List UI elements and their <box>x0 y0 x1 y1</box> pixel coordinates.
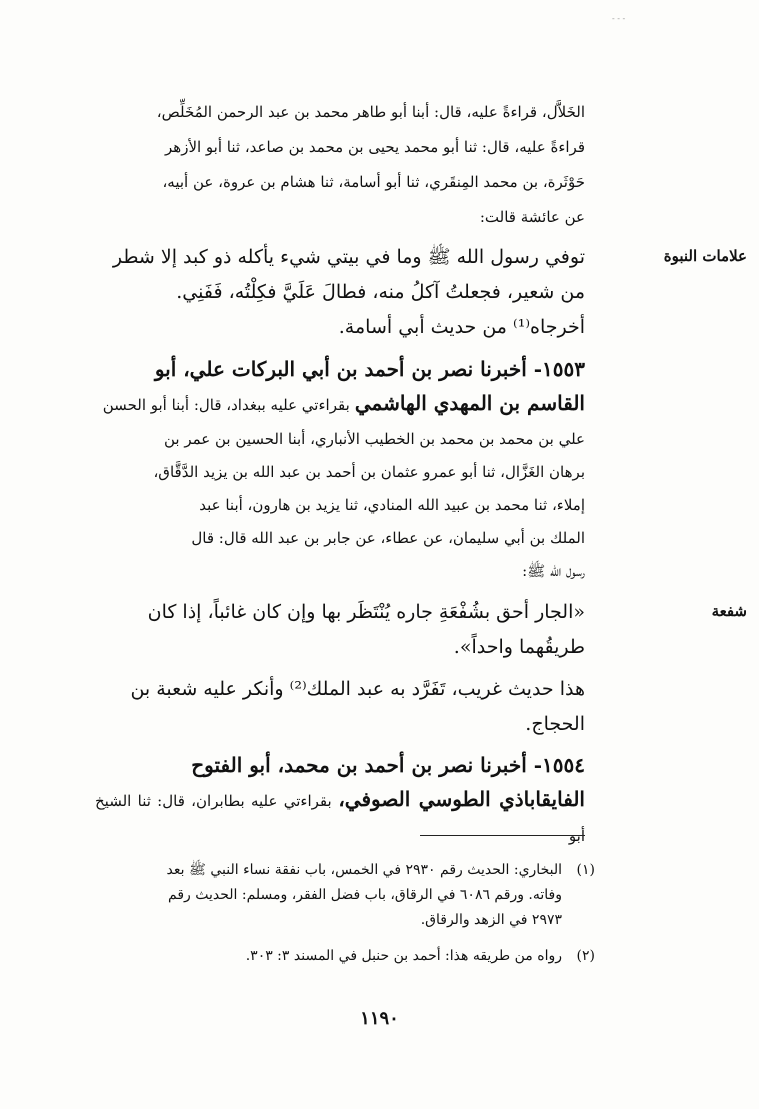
hadith-1553 <box>95 352 585 588</box>
hadith-text-2 <box>95 595 585 665</box>
line: برهان الغَزَّال، ثنا أبو عمرو عثمان بن أحمد بن عبد الله بن يزيد الدَّقَّاق، <box>153 463 585 481</box>
line: ٢٩٧٣ في الزهد والرقاق. <box>420 912 562 928</box>
line: من شعير، فجعلتُ آكلُ منه، فطالَ عَلَيَّ فكِلْتُه، فَفَنِي. <box>176 281 585 303</box>
line: القاسم بن المهدي الهاشمي بقراءتي عليه ببغداد، قال: أبنا أبو الحسن <box>102 391 585 415</box>
footnote-2 <box>95 944 595 969</box>
text-block-1 <box>95 95 585 235</box>
hadith-1554 <box>95 748 585 854</box>
line: علي بن محمد بن محمد بن الخطيب الأنباري، أبنا الحسين بن عمر بن <box>163 430 585 448</box>
line: توفي رسول الله ﷺ وما في بيتي شيء يأكله ذو كبد إلا شطر <box>112 246 585 268</box>
corner-mark: - - - <box>612 14 626 23</box>
line: هذا حديث غريب، تَفَرَّد به عبد الملك⁽²⁾ وأنكر عليه شعبة بن <box>130 678 585 700</box>
line: أخرجاه⁽¹⁾ من حديث أبي أسامة. <box>338 316 585 338</box>
footnote-number: (١) <box>576 862 595 878</box>
page-number: ١١٩٠ <box>360 1008 399 1029</box>
line: الفايقاباذي الطوسي الصوفي، بقراءتي عليه بطابران، قال: ثنا الشيخ أبو <box>95 787 585 845</box>
commentary <box>95 672 585 742</box>
line: البخاري: الحديث رقم ٢٩٣٠ في الخمس، باب نفقة نساء النبي ﷺ بعد <box>166 862 562 878</box>
hadith-text-1 <box>95 240 585 345</box>
line: وفاته. ورقم ٦٠٨٦ في الرقاق، باب فضل الفقر، ومسلم: الحديث رقم <box>168 887 562 903</box>
line: طريقُهما واحداً». <box>453 636 585 658</box>
margin-note-2: شفعة <box>711 602 747 620</box>
line: قراءةً عليه، قال: ثنا أبو محمد يحيى بن محمد بن صاعد، ثنا أبو الأزهر <box>165 138 585 156</box>
hadith-heading: ١٥٥٤- أخبرنا نصر بن أحمد بن محمد، أبو الفتوح <box>191 753 585 777</box>
line: «الجار أحق بشُفْعَةِ جاره يُنْتَظَر بها وإن كان غائباً، إذا كان <box>147 601 585 623</box>
line: رسول الله ﷺ: <box>522 562 585 580</box>
line: الملك بن أبي سليمان، عن عطاء، عن جابر بن عبد الله قال: قال <box>191 529 585 547</box>
line: الخَلاَّل، قراءةً عليه، قال: أبنا أبو طاهر محمد بن عبد الرحمن المُخَلِّص، <box>156 103 585 121</box>
line: عن عائشة قالت: <box>479 208 585 226</box>
line: حَوْثَرة، بن محمد المِنقَري، ثنا أبو أسامة، ثنا هشام بن عروة، عن أبيه، <box>162 173 585 191</box>
line: الحجاج. <box>525 713 585 735</box>
line: رواه من طريقه هذا: أحمد بن حنبل في المسند ٣: ٣٠٣. <box>245 948 562 964</box>
hadith-heading: ١٥٥٣- أخبرنا نصر بن أحمد بن أبي البركات علي، أبو <box>154 357 585 381</box>
footnote-number: (٢) <box>576 948 595 964</box>
margin-note-1: علامات النبوة <box>663 247 747 265</box>
footnote-1 <box>95 858 595 933</box>
footnote-rule <box>420 835 585 836</box>
line: إملاء، ثنا محمد بن عبيد الله المنادي، ثنا يزيد بن هارون، أبنا عبد <box>199 496 585 514</box>
